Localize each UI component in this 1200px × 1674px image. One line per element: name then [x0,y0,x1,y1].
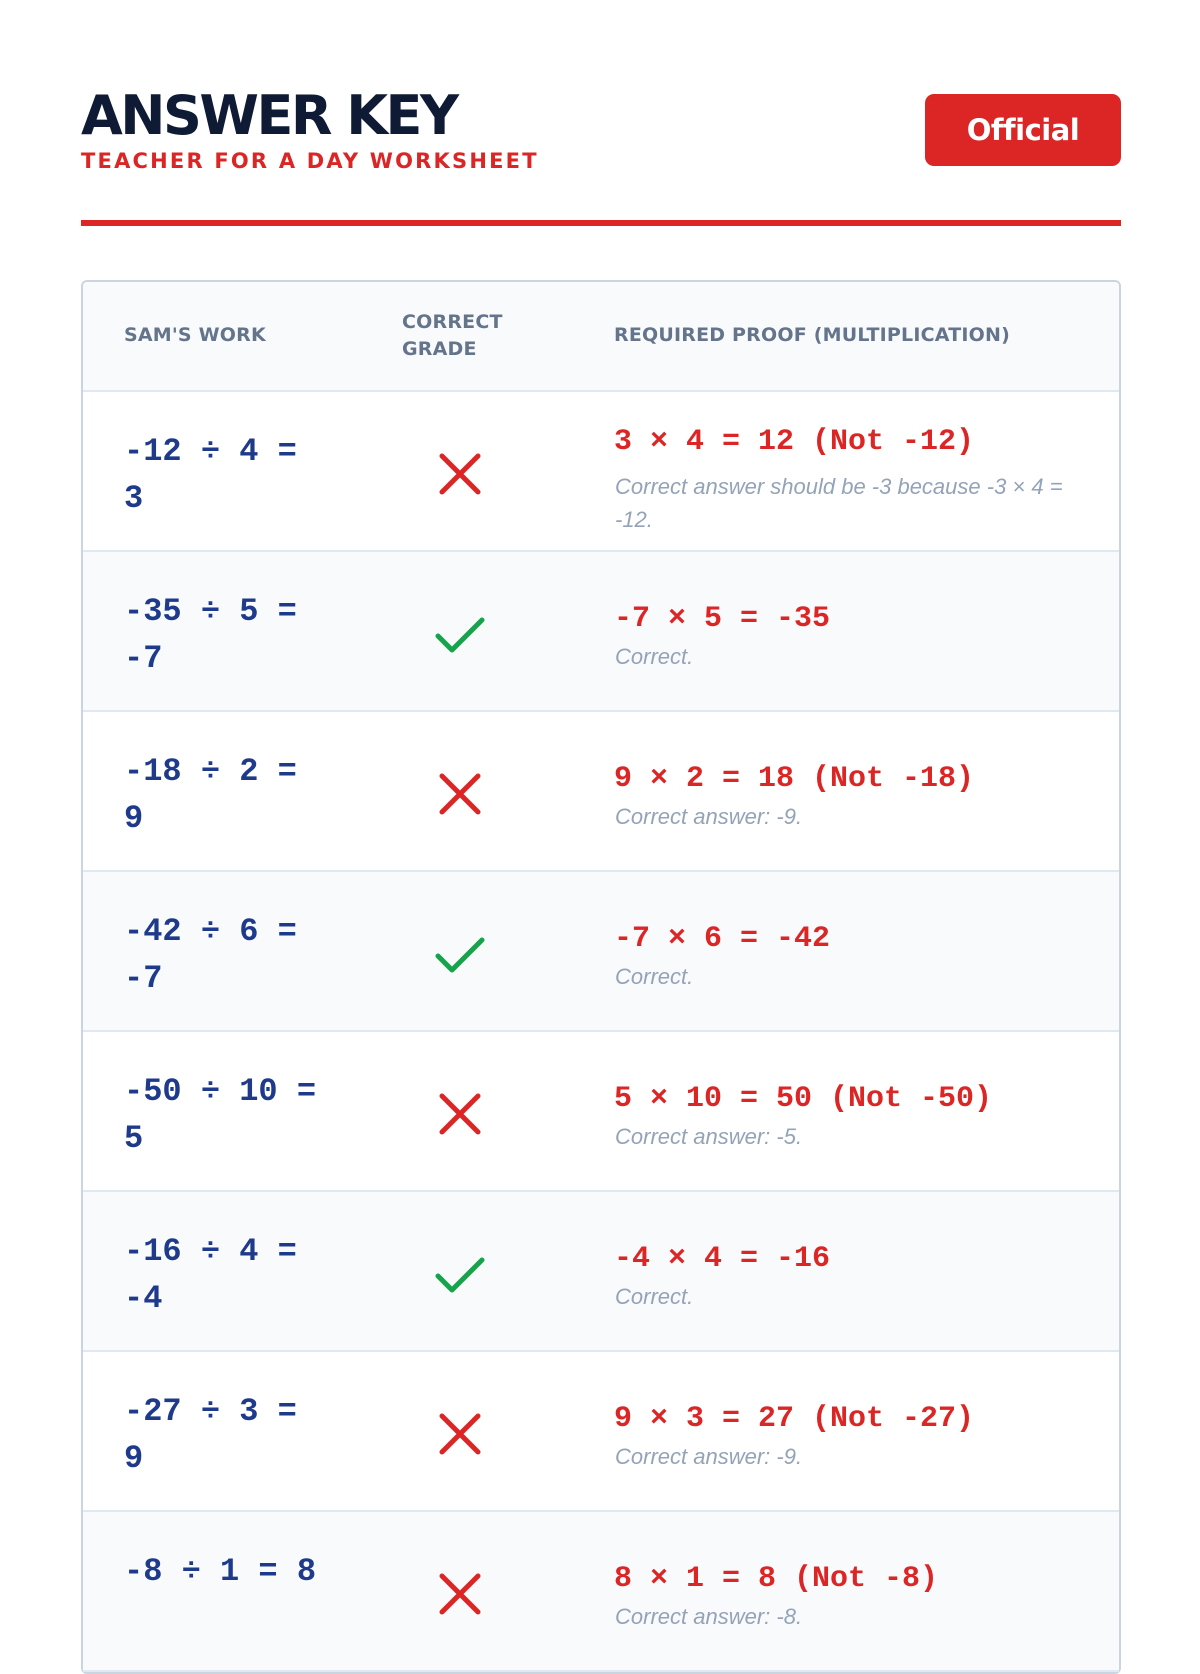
page-title: ANSWER KEY [81,84,457,147]
table-row [83,1192,1119,1352]
proof-note: Correct. [615,964,694,989]
student-work: -27 ÷ 3 = 9 [124,1393,297,1477]
student-work: -35 ÷ 5 = -7 [124,593,297,677]
proof-note: Correct answer: -9. [615,804,803,829]
table-row [83,552,1119,712]
student-work: -12 ÷ 4 = 3 [124,433,297,517]
answer-key-page [81,0,1121,1629]
page-subtitle: TEACHER FOR A DAY WORKSHEET [81,149,539,173]
x-mark-icon [435,1569,485,1619]
student-work: -8 ÷ 1 = 8 [124,1553,317,1590]
student-work: -50 ÷ 10 = 5 [124,1073,317,1157]
proof-note: Correct. [615,644,694,669]
column-header-grade: CORRECT GRADE [402,311,503,360]
student-work: -42 ÷ 6 = -7 [124,913,297,997]
table-body [83,392,1119,1672]
proof-note: Correct answer: -5. [615,1124,803,1149]
answer-table [81,280,1121,1674]
proof-note: Correct answer should be -3 because -3 × 4 = -12. [615,474,1063,532]
x-mark-icon [435,1409,485,1459]
proof-equation: 5 × 10 = 50 (Not -50) [614,1082,993,1116]
column-header-work: SAM'S WORK [124,324,266,346]
x-mark-icon [435,449,485,499]
table-row [83,872,1119,1032]
table-header [83,282,1119,392]
header-divider [81,220,1121,226]
table-row [83,712,1119,872]
proof-equation: 8 × 1 = 8 (Not -8) [614,1562,939,1596]
proof-equation: -7 × 6 = -42 [614,922,831,956]
proof-equation: 9 × 3 = 27 (Not -27) [614,1402,975,1436]
table-row [83,392,1119,552]
column-header-proof: REQUIRED PROOF (MULTIPLICATION) [614,324,1010,346]
proof-equation: -4 × 4 = -16 [614,1242,831,1276]
x-mark-icon [435,1089,485,1139]
proof-equation: -7 × 5 = -35 [614,602,831,636]
check-mark-icon [435,929,485,979]
check-mark-icon [435,609,485,659]
x-mark-icon [435,769,485,819]
table-row [83,1512,1119,1672]
student-work: -18 ÷ 2 = 9 [124,753,297,837]
proof-note: Correct answer: -8. [615,1604,803,1629]
page-header [81,86,1121,186]
table-row [83,1032,1119,1192]
official-badge: Official [925,94,1121,166]
proof-note: Correct. [615,1284,694,1309]
table-row [83,1352,1119,1512]
check-mark-icon [435,1249,485,1299]
proof-note: Correct answer: -9. [615,1444,803,1469]
proof-equation: 9 × 2 = 18 (Not -18) [614,762,975,796]
student-work: -16 ÷ 4 = -4 [124,1233,297,1317]
proof-equation: 3 × 4 = 12 (Not -12) [614,425,975,459]
